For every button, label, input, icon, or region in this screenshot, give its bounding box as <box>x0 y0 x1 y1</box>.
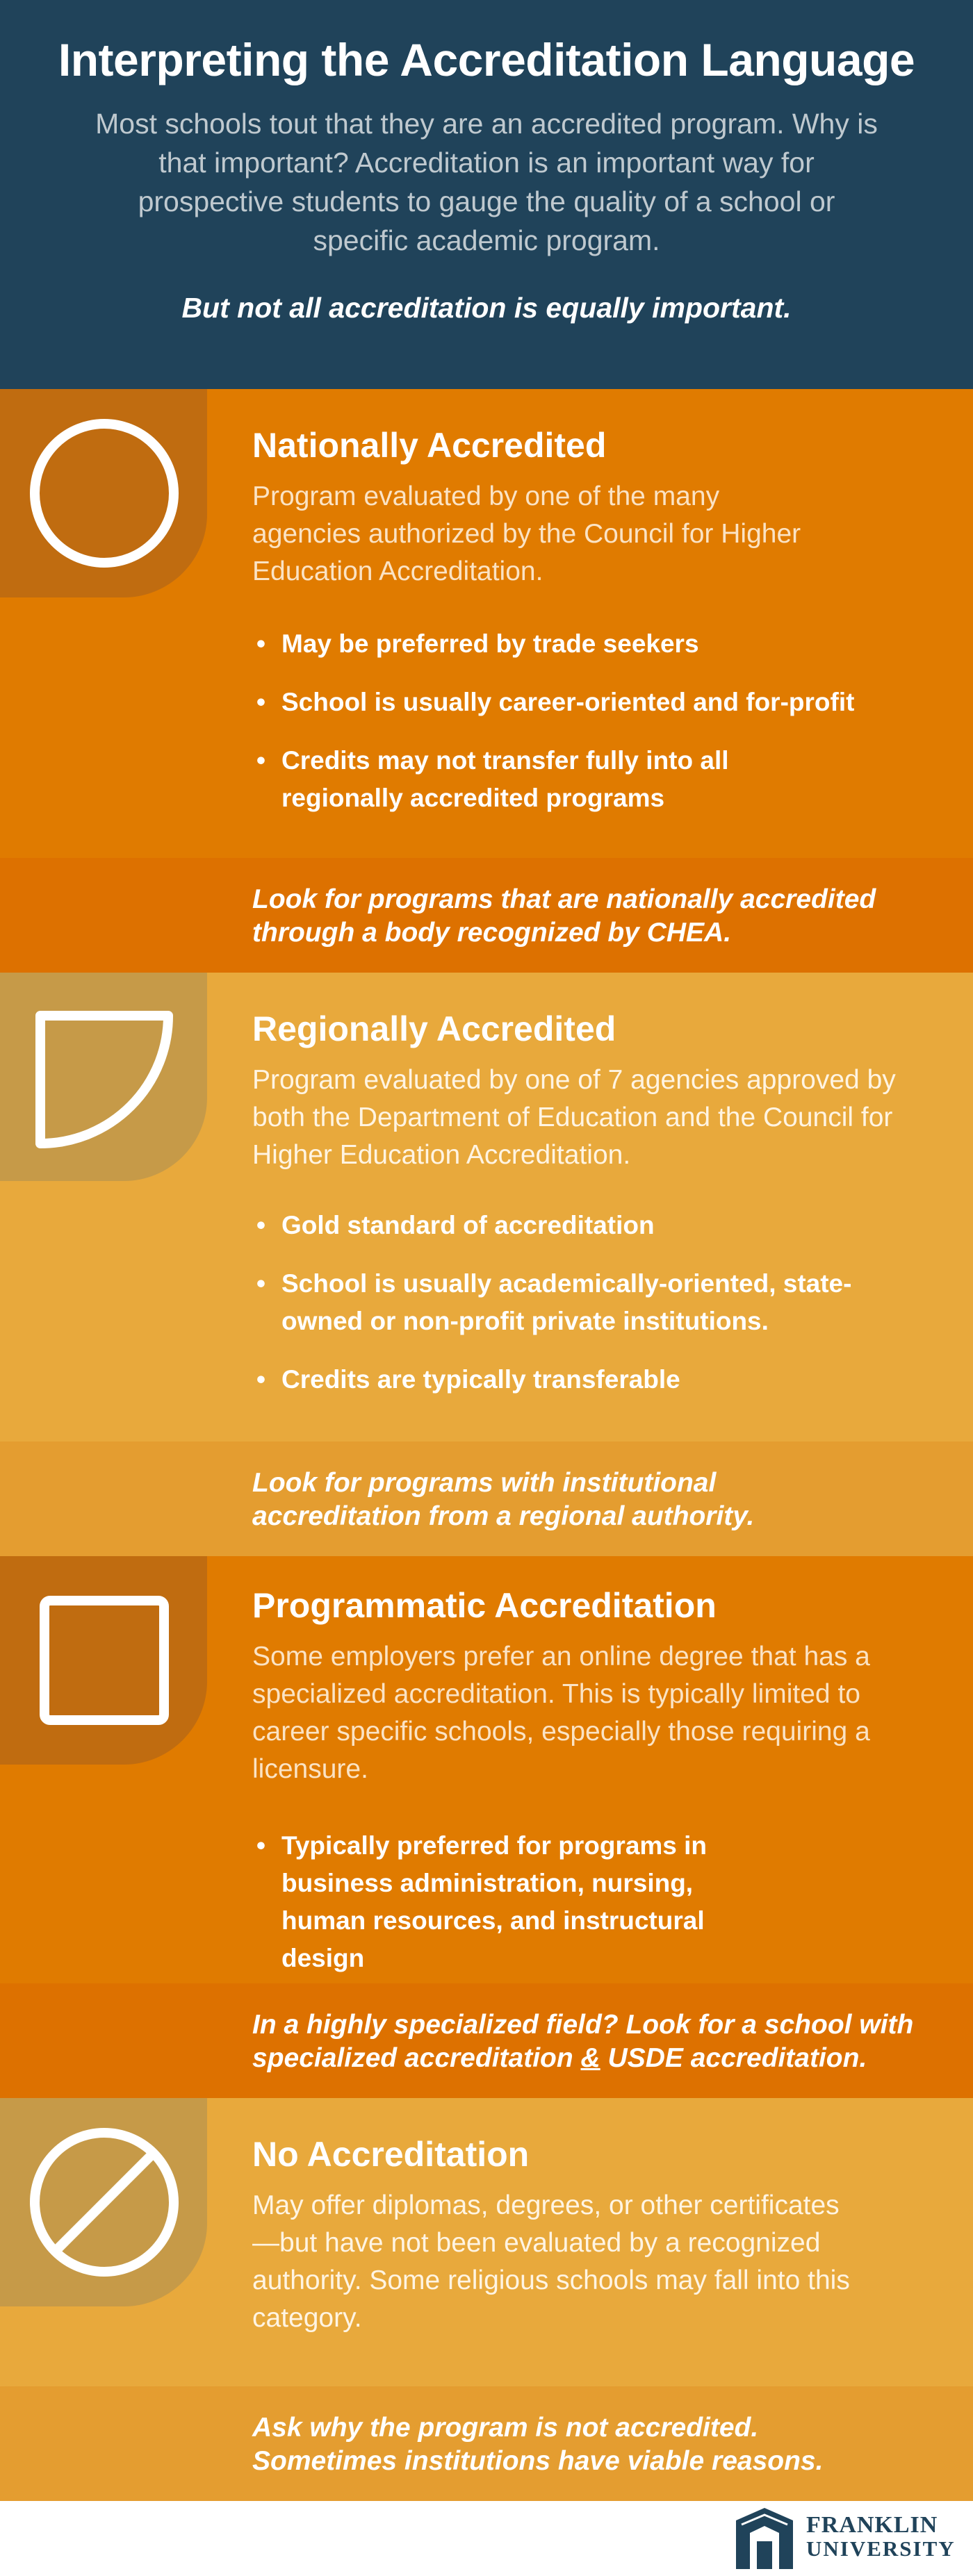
list-item: • Typically preferred for programs in business administration, nursing, human resources, and instructural design <box>252 1827 780 1977</box>
section-national <box>0 389 973 858</box>
list-item: • Credits may not transfer fully into all regionally accredited programs <box>252 742 768 817</box>
quarter-circle-icon <box>28 1000 181 1153</box>
bullet-icon: • <box>256 1365 265 1394</box>
franklin-logo-icon <box>733 2505 796 2572</box>
bullet-icon: • <box>256 746 265 775</box>
callout-text: Look for programs that are nationally accredited through a body recognized by CHEA. <box>252 884 876 948</box>
callout-none <box>0 2386 973 2501</box>
icon-tab <box>0 973 207 1181</box>
list-item: • Credits are typically transferable <box>252 1361 878 1398</box>
callout-text: Look for programs with institutional accreditation from a regional authority. <box>252 1468 755 1531</box>
ampersand: & <box>580 2043 600 2073</box>
section-title: Regionally Accredited <box>252 1009 616 1048</box>
section-programmatic <box>0 1556 973 1983</box>
section-none <box>0 2098 973 2386</box>
section-description: Program evaluated by one of the many agencies authorized by the Council for Higher Education Accreditation. <box>252 481 801 586</box>
list-item: • School is usually career-oriented and for-profit <box>252 684 878 721</box>
bullet-list <box>252 625 878 817</box>
header-banner <box>0 0 973 389</box>
icon-tab <box>0 389 207 597</box>
callout-regional <box>0 1442 973 1556</box>
bullet-icon: • <box>256 629 265 658</box>
bullet-icon: • <box>256 1211 265 1239</box>
logo-line-1: FRANKLIN <box>806 2512 938 2538</box>
bullet-icon: • <box>256 688 265 716</box>
bullet-list <box>252 1827 780 1977</box>
emphasis-text: But not all accreditation is equally important. <box>181 292 792 324</box>
section-regional <box>0 973 973 1442</box>
section-title: Programmatic Accreditation <box>252 1586 717 1625</box>
section-description: Program evaluated by one of 7 agencies approved by both the Department of Education and the Council for Higher Education Accreditation. <box>252 1065 896 1170</box>
callout-programmatic <box>0 1983 973 2098</box>
logo-line-2: UNIVERSITY <box>806 2536 956 2561</box>
bullet-icon: • <box>256 1831 265 1860</box>
logo-wordmark <box>806 2513 956 2561</box>
callout-national <box>0 858 973 973</box>
prohibited-icon <box>28 2126 181 2279</box>
icon-tab <box>0 1556 207 1765</box>
intro-text: Most schools tout that they are an accredited program. Why is that important? Accreditation is an important way for prospective students to gauge the quality of a school or specific academic program. <box>95 108 878 256</box>
section-title: Nationally Accredited <box>252 426 607 465</box>
icon-tab <box>0 2098 207 2306</box>
section-title: No Accreditation <box>252 2135 530 2174</box>
callout-text: Ask why the program is not accredited. Sometimes institutions have viable reasons. <box>252 2413 824 2476</box>
callout-text: In a highly specialized field? Look for a school with specialized accreditation & USDE accreditation. <box>252 2010 914 2073</box>
section-description: Some employers prefer an online degree that has a specialized accreditation. This is typically limited to career specific schools, especially those requiring a licensure. <box>252 1642 870 1784</box>
page-title: Interpreting the Accreditation Language <box>58 34 915 85</box>
list-item: • School is usually academically-oriented, state-owned or non-profit private institutions. <box>252 1265 893 1340</box>
square-icon <box>28 1584 181 1737</box>
footer <box>0 2501 973 2576</box>
circle-icon <box>28 417 181 570</box>
bullet-list <box>252 1207 878 1398</box>
section-description: May offer diplomas, degrees, or other certificates—but have not been evaluated by a recognized authority. Some religious schools may fall into this category. <box>252 2190 850 2333</box>
list-item: • May be preferred by trade seekers <box>252 625 878 663</box>
list-item: • Gold standard of accreditation <box>252 1207 878 1244</box>
bullet-icon: • <box>256 1269 265 1298</box>
